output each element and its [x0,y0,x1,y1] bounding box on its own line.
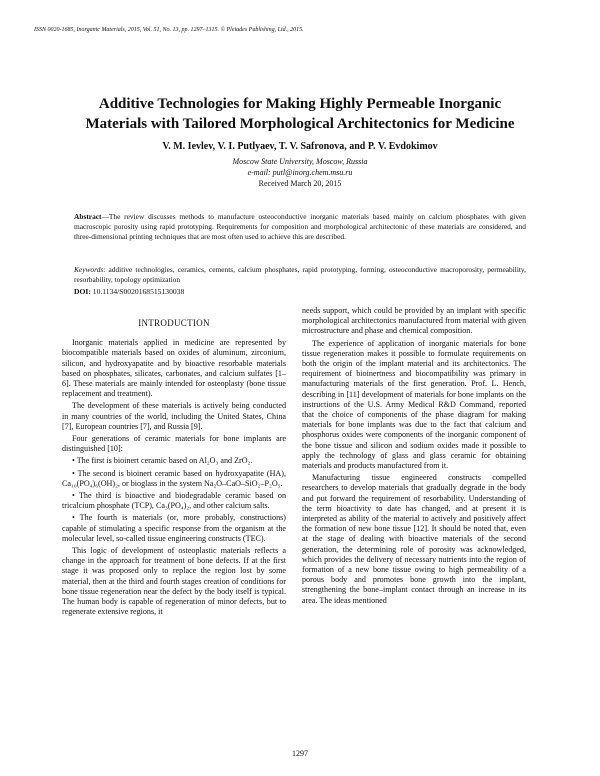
doi [74,287,526,297]
keywords [74,265,526,285]
keywords-label: Keywords [74,265,104,274]
email: e-mail: putl@inorg.chem.msu.ru [247,168,353,177]
paragraph: The experience of application of inorganic materials for bone tissue regeneration makes it possible to formulate requirements on both the origin of the implant material and its architectonics. The requirement of bioinertness and biocompatibility was primary in manufacturing materials of the first generation. Prof. L. Hench, describing in [11] development of materials for bone implants on the instructions of the U.S. Army Medical R&D Command, reported that the choice of components of the phase diagram for making materials for bone implants was due to the fact that calcium and phosphorus oxides were components of the inorganic component of the bone tissue and silicon and sodium oxides made it possible to apply the technology of glass and glass ceramic for obtaining materials and products manufactured from it. [302,338,526,471]
page-number: 1297 [292,749,308,758]
list-item: • The first is bioinert ceramic based on Al₂O₃ and ZrO₂. [72,456,253,466]
paragraph: Four generations of ceramic materials for bone implants are distinguished [10]: [62,434,286,454]
list-item: • The third is bioactive and biodegradable ceramic based on tricalcium phosphate (TCP), Ca₃(PO₄)₂, and other calcium salts. [62,491,286,511]
paragraph: This logic of development of osteoplastic materials reflects a change in the approach for treatment of bone defects. If at the first stage it was proposed only to replace the region lost by some material, then at the third and fourth stages creation of conditions for bone tissue regeneration near the defect by the body itself is typical. The human body is capable of regeneration of minor defects, but to regenerate extensive regions, it [62,546,286,617]
article-title [40,94,560,134]
doi-label: DOI: [74,287,91,296]
section-heading: INTRODUCTION [138,318,210,328]
right-column [302,306,526,608]
left-column [62,318,286,619]
paragraph: The development of these materials is actively being conducted in many countries of the world, including the United States, China [7], European countries [7], and Russia [9]. [62,401,286,431]
paragraph: needs support, which could be provided by an implant with specific morphological architectonics manufactured from material with given microstructure and phase and chemical composition. [302,306,526,336]
keywords-text: : additive technologies, ceramics, cements, calcium phosphates, rapid prototyping, forming, osteoconductive macroporosity, permeability, resorbability, topology optimization [74,265,526,284]
abstract [74,212,526,242]
paragraph: Inorganic materials applied in medicine are represented by biocompatible materials based on oxides of aluminum, zirconium, silicon, and hydroxyapatite and by bioactive resorbable materials based on phosphates, silicates, carbonates, and calcium sulfates [1–6]. These materials are mainly intended for osteoplasty (bone tissue replacement and treatment). [62,338,286,399]
doi-value: 10.1134/S0020168515130038 [90,287,185,296]
journal-header: ISSN 0020-1685, Inorganic Materials, 2015, Vol. 51, No. 13, pp. 1297–1315. © Pleiades Publishing, Ltd., 2015. [34,27,304,33]
list-item: • The second is bioinert ceramic based on hydroxyapatite (HA), Ca₁₀(PO₄)₆(OH)₂, or bioglass in the system Na₂O–CaO–SiO₂–P₂O₅. [62,468,286,488]
title-line-1: Additive Technologies for Making Highly Permeable Inorganic [98,96,502,112]
list-item: • The fourth is materials (or, more probably, constructions) capable of stimulating a specific response from the organism at the molecular level, so-called tissue engineering constructs (TEC). [62,513,286,543]
received-date: Received March 20, 2015 [258,179,342,188]
abstract-text: —The review discusses methods to manufacture osteoconductive inorganic materials based mainly on calcium phosphates with given macroscopic porosity using rapid prototyping. Requirements for composition and morphological architectonic of these materials are considered, and three-dimensional printing techniques that are most often used to achieve this are described. [74,212,526,241]
paragraph: Manufacturing tissue engineered constructs compelled researchers to develop materials that gradually degrade in the body and put forward the requirement of resorbability. Understanding of the term bioactivity to date has changed, and at present it is interpreted as ability of the material to actively and positively affect the formation of new bone tissue [12]. It should be noted that, even at the stage of dealing with bioactive materials of the second generation, the determining role of porosity was acknowledged, which provides the delivery of necessary nutrients into the region of formation of a new bone tissue owing to high permeability of a porous body and promotes bone growth into the implant, strengthening the bone–implant contact through an increase in its area. The ideas mentioned [302,473,526,605]
authors: V. M. Ievlev, V. I. Putlyaev, T. V. Safronova, and P. V. Evdokimov [162,141,438,152]
abstract-label: Abstract [74,212,102,221]
title-line-2: Materials with Tailored Morphological Architectonics for Medicine [85,116,515,132]
affiliation: Moscow State University, Moscow, Russia [232,157,368,166]
